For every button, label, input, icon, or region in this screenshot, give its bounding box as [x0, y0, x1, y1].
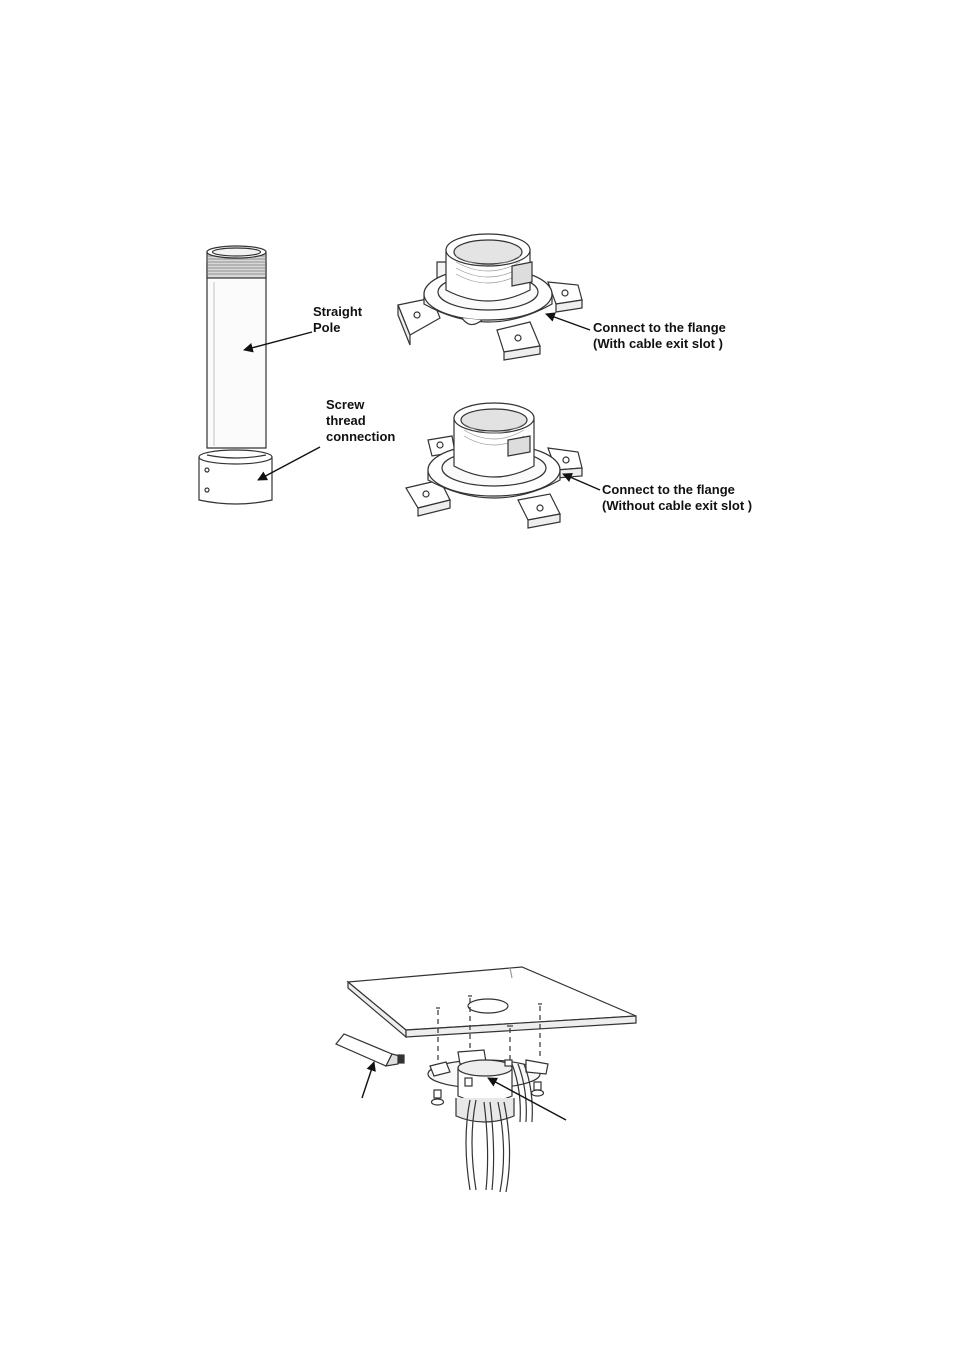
label-line: Connect to the flange — [593, 320, 726, 335]
flange-with-slot-label — [593, 320, 726, 352]
flange-without-slot-illustration — [406, 403, 582, 528]
label-line: connection — [326, 429, 396, 444]
label-line: (With cable exit slot ) — [593, 336, 723, 351]
flange-with-slot-illustration — [398, 234, 582, 360]
label-line: Screw — [326, 397, 365, 412]
straight-pole-label — [313, 304, 362, 336]
flange-without-slot-label — [602, 482, 752, 514]
screw-thread-label — [326, 397, 395, 445]
straight-pole-illustration — [199, 246, 272, 504]
label-line: Pole — [313, 320, 341, 335]
label-line: Straight — [313, 304, 363, 319]
label-line: Connect to the flange — [602, 482, 735, 497]
ceiling-mount-assembly-illustration — [336, 967, 636, 1192]
label-line: thread — [326, 413, 366, 428]
label-line: (Without cable exit slot ) — [602, 498, 753, 513]
